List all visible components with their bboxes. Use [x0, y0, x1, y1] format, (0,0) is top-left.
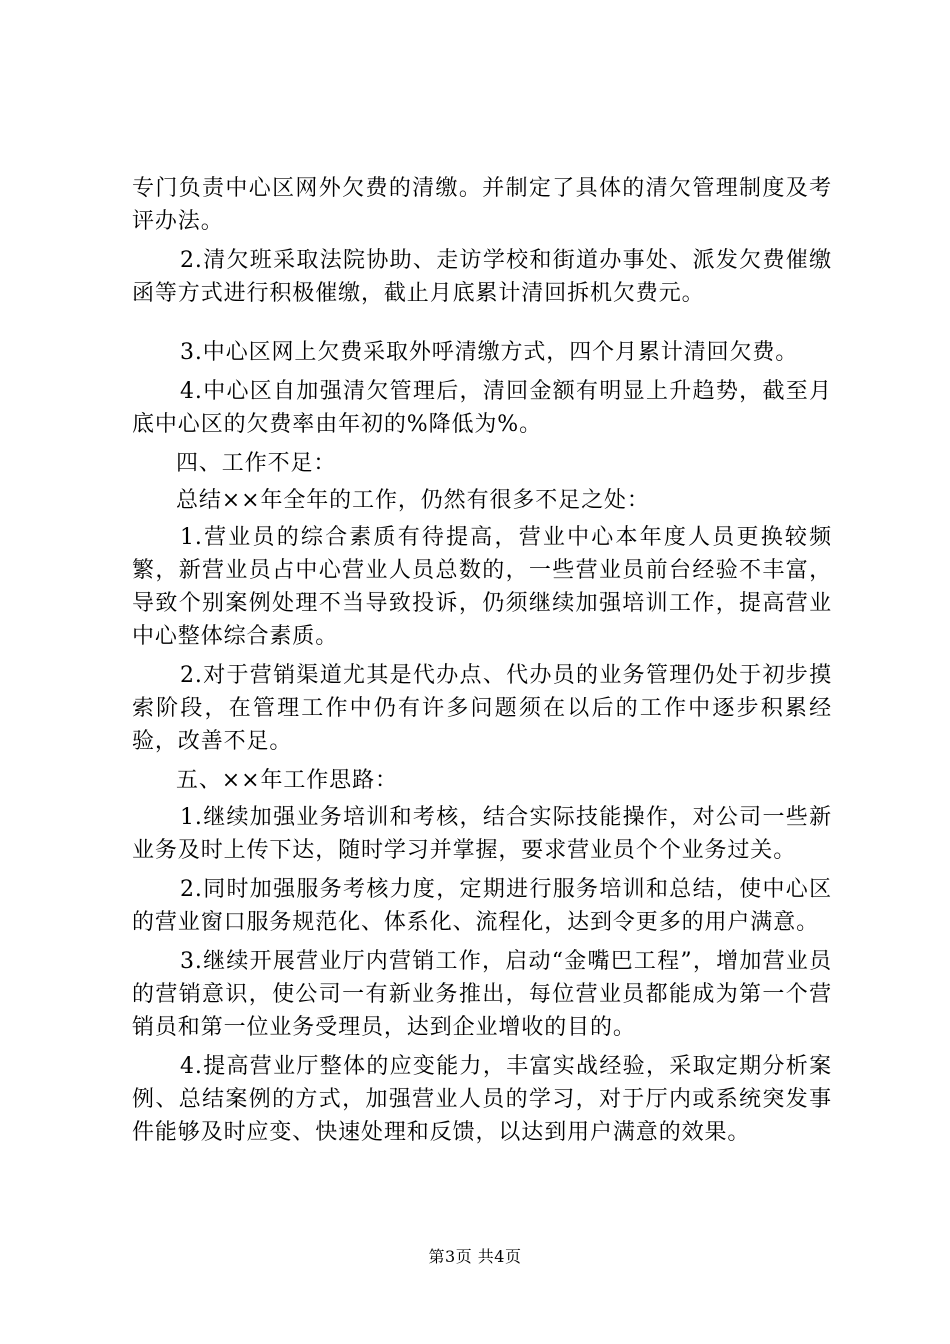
paragraph-continuation: 专门负责中心区网外欠费的清缴。并制定了具体的清欠管理制度及考评办法。: [132, 176, 832, 234]
paragraph-item-2-debt-collection: 2.清欠班采取法院协助、走访学校和街道办事处、派发欠费催缴函等方式进行积极催缴，截止月底累计清回拆机欠费元。: [132, 248, 832, 306]
document-body: [132, 172, 832, 1155]
paragraph-shortcoming-2: 2.对于营销渠道尤其是代办点、代办员的业务管理仍处于初步摸索阶段，在管理工作中仍有许多问题须在以后的工作中逐步积累经验，改善不足。: [132, 663, 832, 754]
paragraph-shortcoming-1: 1.营业员的综合素质有待提高，营业中心本年度人员更换较频繁，新营业员占中心营业人员总数的，一些营业员前台经验不丰富，导致个别案例处理不当导致投诉，仍须继续加强培训工作，提高营业中心整体综合素质。: [132, 525, 832, 649]
section-heading-work-plan: 五、××年工作思路：: [176, 768, 398, 793]
paragraph-item-3-online-arrears: 3.中心区网上欠费采取外呼清缴方式，四个月累计清回欠费。: [180, 340, 799, 365]
paragraph-item-4-arrears-rate: 4.中心区自加强清欠管理后，清回金额有明显上升趋势，截至月底中心区的欠费率由年初的%降低为%。: [132, 379, 832, 437]
paragraph-plan-2: 2.同时加强服务考核力度，定期进行服务培训和总结，使中心区的营业窗口服务规范化、体系化、流程化，达到令更多的用户满意。: [132, 877, 832, 935]
paragraph-plan-3: 3.继续开展营业厅内营销工作，启动“金嘴巴工程”，增加营业员的营销意识，使公司一有新业务推出，每位营业员都能成为第一个营销员和第一位业务受理员，达到企业增收的目的。: [132, 949, 832, 1040]
page-number-footer: 第3页 共4页: [428, 1247, 522, 1266]
section-heading-shortcomings: 四、工作不足：: [176, 451, 337, 476]
paragraph-plan-1: 1.继续加强业务培训和考核，结合实际技能操作，对公司一些新业务及时上传下达，随时学习并掌握，要求营业员个个业务过关。: [132, 805, 832, 863]
paragraph-summary-shortcomings: 总结××年全年的工作，仍然有很多不足之处：: [176, 488, 650, 513]
paragraph-plan-4: 4.提高营业厅整体的应变能力，丰富实战经验，采取定期分析案例、总结案例的方式，加强营业人员的学习，对于厅内或系统突发事件能够及时应变、快速处理和反馈，以达到用户满意的效果。: [132, 1054, 832, 1145]
